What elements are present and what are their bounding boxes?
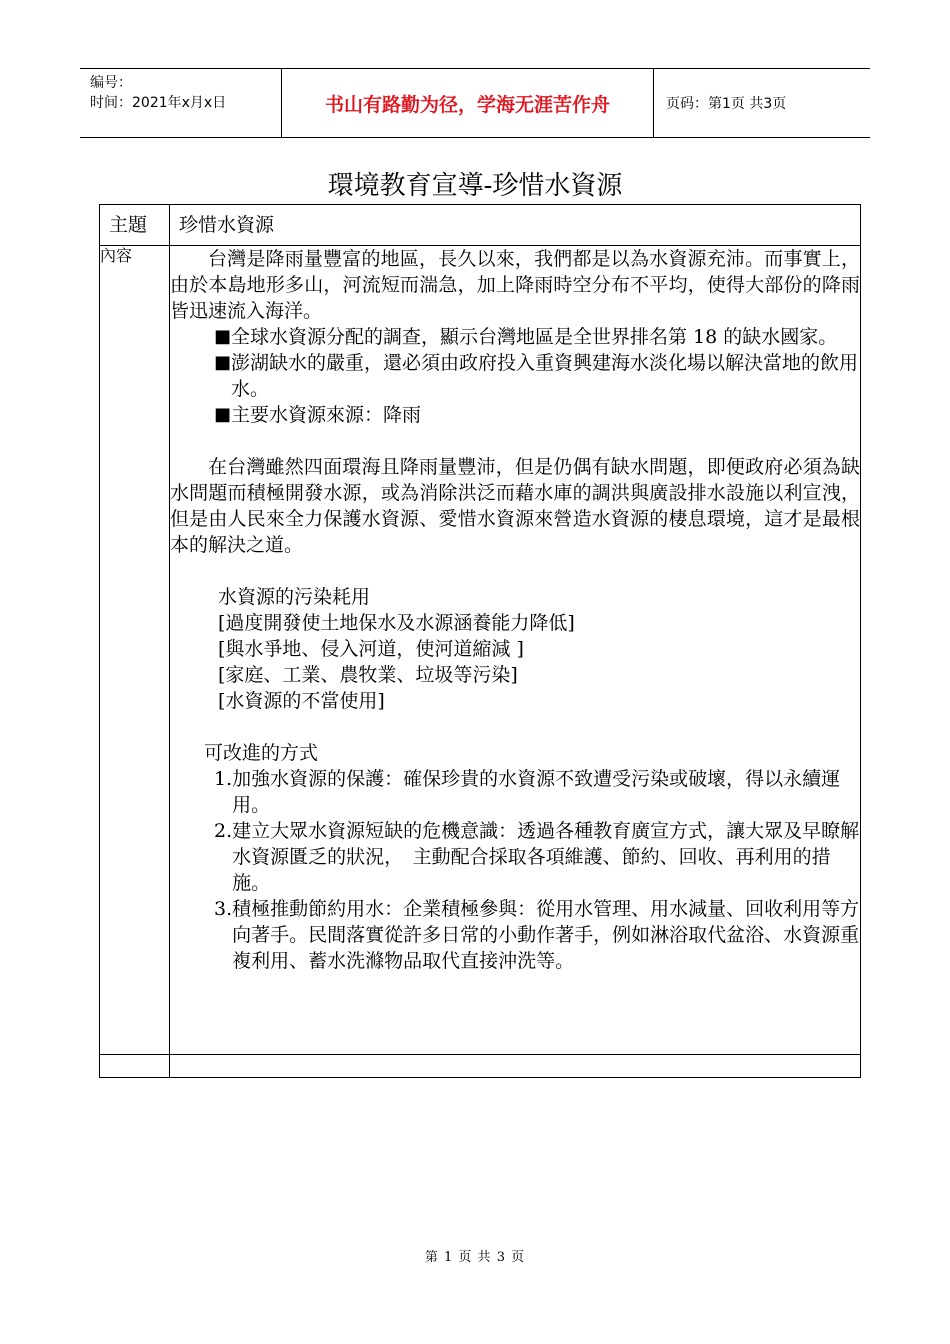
header-meta <box>80 69 282 137</box>
empty-row <box>100 1055 861 1078</box>
bullet-item: ■ 全球水資源分配的調查，顯示台灣地區是全世界排名第 18 的缺水國家。 <box>214 326 838 348</box>
header-page-label: 页码：第1页 共3页 <box>666 96 787 112</box>
bullet-item: ■ 澎湖缺水的嚴重，還必須由政府投入重資興建海水淡化場以解決當地的飲用水。 <box>214 352 859 400</box>
document-title: 環境教育宣導-珍惜水資源 <box>327 171 623 201</box>
bullet-item: ■ 主要水資源來源：降雨 <box>214 404 422 426</box>
pollution-heading: 水資源的污染耗用 <box>218 586 371 608</box>
date-label: 时间：2021年x月x日 <box>90 95 227 111</box>
intro-paragraph: 台灣是降雨量豐富的地區，長久以來，我們都是以為水資源充沛。而事實上，由於本島地形多山，河流短而湍急，加上降雨時空分布不平均，使得大部份的降雨皆迅速流入海洋。 <box>170 248 860 322</box>
improve-heading: 可改進的方式 <box>204 742 319 764</box>
square-bullet-icon: ■ <box>214 404 232 425</box>
empty-cell <box>100 1055 170 1078</box>
solution-paragraph: 在台灣雖然四面環海且降雨量豐沛，但是仍偶有缺水問題，即便政府必須為缺水問題而積極開發水源，或為消除洪泛而藉水庫的調洪與廣設排水設施以利宣洩，但是由人民來全力保護水資源、愛惜水資源來營造水資源的棲息環境，這才是最根本的解決之道。 <box>170 456 860 556</box>
pollution-item: [水資源的不當使用] <box>218 690 385 712</box>
page-header <box>80 68 870 138</box>
empty-cell <box>170 1055 861 1078</box>
square-bullet-icon: ■ <box>214 352 232 373</box>
content-row <box>100 246 861 1055</box>
number-label: 编号： <box>90 75 132 91</box>
pollution-item: [與水爭地、侵入河道，使河道縮減 ] <box>218 638 524 660</box>
improve-item: 2. 建立大眾水資源短缺的危機意識：透過各種教育廣宣方式，讓大眾及早瞭解水資源匱乏的狀況， 主動配合採取各項維護、節約、回收、再利用的措施。 <box>214 820 860 894</box>
improve-item: 1. 加強水資源的保護：確保珍貴的水資源不致遭受污染或破壞，得以永續運用。 <box>214 768 841 816</box>
subject-value: 珍惜水資源 <box>170 205 861 246</box>
subject-label: 主題 <box>100 205 170 246</box>
subject-row <box>100 205 861 246</box>
content-label: 內容 <box>100 246 170 1055</box>
page-footer: 第 1 页 共 3 页 <box>424 1250 526 1265</box>
pollution-item: [家庭、工業、農牧業、垃圾等污染] <box>218 664 518 686</box>
pollution-item: [過度開發使土地保水及水源涵養能力降低] <box>218 612 575 634</box>
content-table <box>99 204 861 1078</box>
content-body <box>170 246 861 1055</box>
square-bullet-icon: ■ <box>214 326 232 347</box>
improve-item: 3. 積極推動節約用水：企業積極參與：從用水管理、用水減量、回收利用等方向著手。民間落實從許多日常的小動作著手，例如淋浴取代盆浴、水資源重複利用、蓄水洗滌物品取代直接沖洗等。 <box>214 898 860 972</box>
header-motto: 书山有路勤为径，学海无涯苦作舟 <box>282 69 654 137</box>
